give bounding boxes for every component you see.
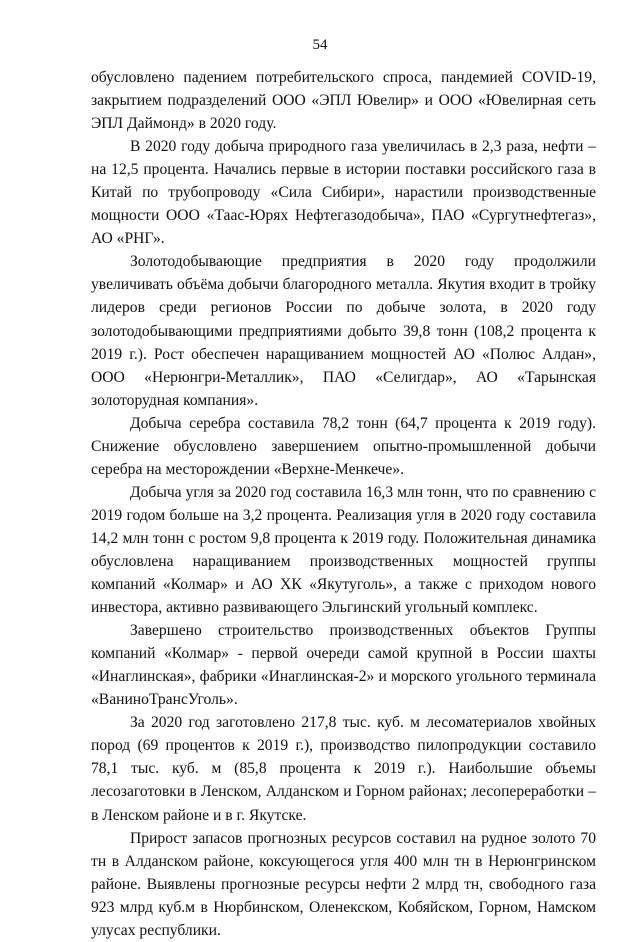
page-number: 54 (312, 37, 328, 53)
paragraph-kolmar-construction: Завершено строительство производственных объектов Группы компаний «Колмар» - первой очереди самой крупной в России шахты «Инаглинская», фабрики «Инаглинская-2» и морского угольного терминала «ВаниноТрансУголь». (91, 622, 596, 709)
paragraph-timber: За 2020 год заготовлено 217,8 тыс. куб. м лесоматериалов хвойных пород (69 процентов к 2019 г.), производство пилопродукции составило 78,1 тыс. куб. м (85,8 процента к 2019 г.). Наибольшие объемы лесозаготовки в Ленском, Алданском и Горном районах; лесопереработки – в Ленском районе и в г. Якутске. (91, 714, 596, 824)
paragraph-gold: Золотодобывающие предприятия в 2020 году продолжили увеличивать объёма добычи благородного металла. Якутия входит в тройку лидеров среди регионов России по добыче золота, в 2020 году золотодобывающими предприятиями добыто 39,8 тонн (108,2 процента к 2019 г.). Рост обеспечен наращиванием мощностей АО «Полюс Алдан», ООО «Нерюнгри-Металлик», ПАО «Селигдар», АО «Тарынская золоторудная компания». (91, 253, 596, 409)
paragraph-gas-oil: В 2020 году добыча природного газа увеличилась в 2,3 раза, нефти – на 12,5 процента. Начались первые в истории поставки российского газа в Китай по трубопроводу «Сила Сибири», нарастили производственные мощности ООО «Таас-Юрях Нефтегазодобыча», ПАО «Сургутнефтегаз», АО «РНГ». (91, 138, 596, 248)
paragraph-silver: Добыча серебра составила 78,2 тонн (64,7 процента к 2019 году). Снижение обусловлено завершением опытно-промышленной добычи серебра на месторождении «Верхне-Менкече». (91, 414, 596, 478)
body-text (91, 66, 596, 942)
paragraph-forecast-resources: Прирост запасов прогнозных ресурсов составил на рудное золото 70 тн в Алданском районе, коксующегося угля 400 млн тн в Нерюнгринском районе. Выявлены прогнозные ресурсы нефти 2 млрд тн, свободного газа 923 млрд куб.м в Нюрбинском, Оленекском, Кобяйском, Горном, Намском улусах республики. (91, 829, 596, 939)
paragraph-consumer-demand: обусловлено падением потребительского спроса, пандемией COVID-19, закрытием подразделений ООО «ЭПЛ Ювелир» и ООО «Ювелирная сеть ЭПЛ Даймонд» в 2020 году. (91, 69, 596, 133)
paragraph-coal: Добыча угля за 2020 год составила 16,3 млн тонн, что по сравнению с 2019 годом больше на 3,2 процента. Реализация угля в 2020 году составила 14,2 млн тонн с ростом 9,8 процента к 2019 году. Положительная динамика обусловлена наращиванием производственных мощностей группы компаний «Колмар» и АО ХК «Якутуголь», а также с приходом нового инвестора, активно развивающего Эльгинский угольный комплекс. (91, 483, 596, 617)
